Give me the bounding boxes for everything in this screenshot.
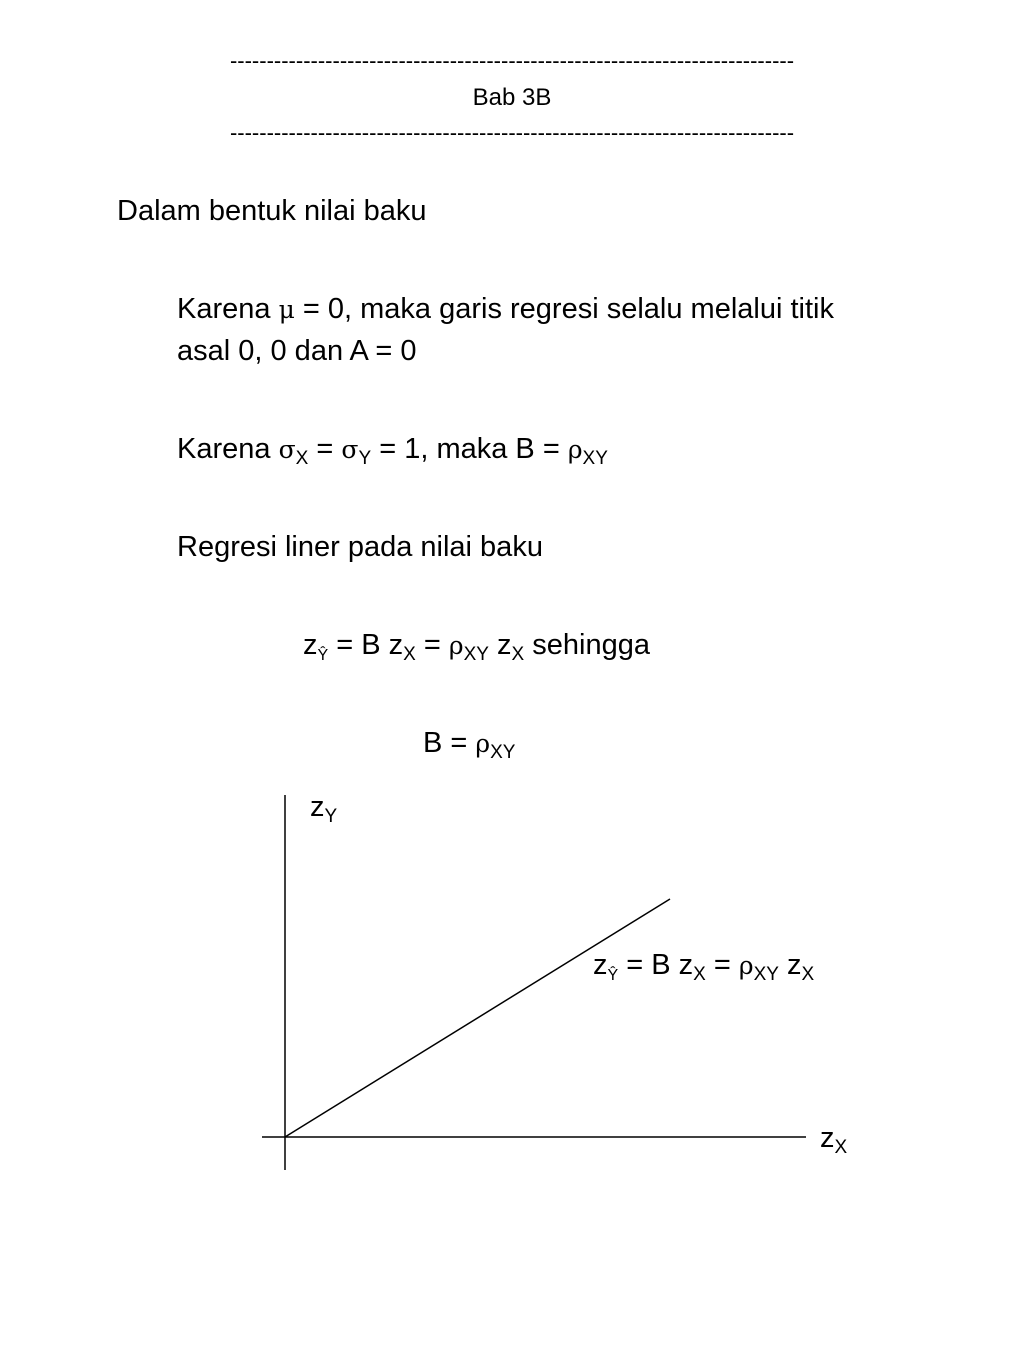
sigma-symbol: σ: [278, 435, 296, 464]
header-rule-bottom: -----------------------------------------------------------------------------: [229, 120, 795, 145]
para2-post: = 1, maka B =: [371, 433, 568, 465]
ll-sub-x2: X: [801, 964, 815, 985]
para1-pre: Karena: [177, 293, 279, 325]
eq2-rho: ρ: [475, 729, 491, 758]
eq1-z: z: [303, 629, 318, 661]
ll-part1: = B z: [618, 949, 694, 981]
eq1-tail: sehingga: [524, 629, 650, 661]
eq1-part2: =: [415, 629, 449, 661]
ll-sub-yhat: Ŷ: [607, 967, 619, 984]
sub-y: Y: [358, 448, 372, 469]
para3: Regresi liner pada nilai baku: [177, 531, 543, 563]
mu-symbol: μ: [278, 295, 295, 324]
eq2-pre: B =: [423, 727, 476, 759]
eq1-sub-yhat: Ŷ: [317, 647, 329, 664]
ll-sub-xy: XY: [753, 964, 779, 985]
para2-eq: =: [308, 433, 342, 465]
section-heading: Dalam bentuk nilai baku: [117, 195, 427, 227]
eq2-sub-xy: XY: [490, 742, 516, 763]
eq1-sub-x1: X: [403, 644, 416, 665]
eq1-part1: = B z: [328, 629, 404, 661]
ll-part2: =: [705, 949, 739, 981]
page-title: Bab 3B: [472, 84, 552, 111]
eq1-rho: ρ: [448, 631, 464, 660]
rho-symbol: ρ: [567, 435, 583, 464]
x-axis-z: z: [820, 1122, 835, 1154]
ll-z2: z: [778, 949, 802, 981]
regression-line: [285, 899, 670, 1137]
x-axis-sub: X: [834, 1137, 848, 1158]
header-rule-top: -----------------------------------------------------------------------------: [229, 48, 795, 73]
para2-pre: Karena: [177, 433, 279, 465]
ll-rho: ρ: [738, 951, 754, 980]
x-axis-label: [820, 1117, 847, 1159]
eq1-sub-xy: XY: [463, 644, 489, 665]
sub-x: X: [295, 448, 309, 469]
para1-line2: asal 0, 0 dan A = 0: [177, 335, 417, 367]
sub-xy: XY: [582, 448, 608, 469]
y-axis-label: [310, 786, 337, 828]
eq1-z2: z: [488, 629, 512, 661]
ll-sub-x1: X: [693, 964, 706, 985]
para1-post: = 0, maka garis regresi selalu melalui titik: [294, 293, 834, 325]
ll-z: z: [593, 949, 608, 981]
line-label: [593, 944, 814, 987]
y-axis-z: z: [310, 791, 325, 823]
sigma-symbol-2: σ: [341, 435, 359, 464]
y-axis-sub: Y: [324, 806, 338, 827]
eq1-sub-x2: X: [511, 644, 525, 665]
